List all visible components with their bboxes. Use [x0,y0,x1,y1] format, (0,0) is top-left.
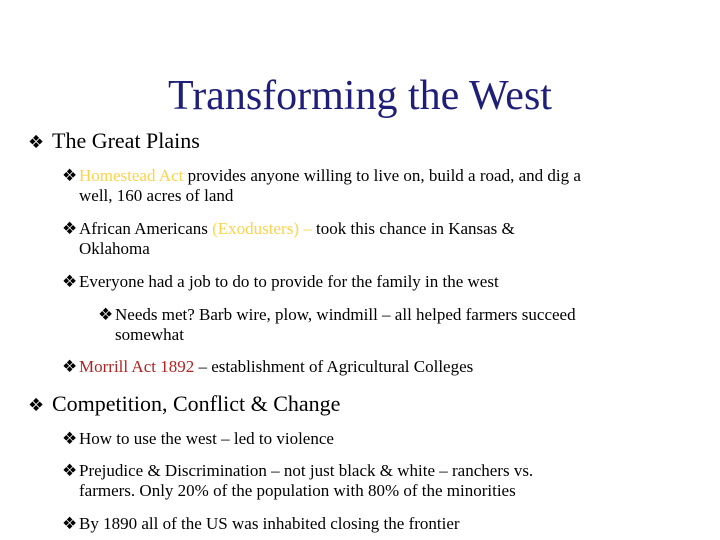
diamond-bullet-icon: ❖ [62,219,78,239]
item-text: took this chance in Kansas & [311,219,515,238]
item-text: Everyone had a job to do to provide for the family in the west [79,272,499,291]
item-text-continued: somewhat [115,325,184,344]
item-prefix: African Americans [79,219,213,238]
highlight-text: (Exodusters) – [212,219,312,238]
list-item-needs-met [98,305,698,345]
highlight-text: Morrill Act 1892 [79,357,195,376]
section-heading-competition [28,391,340,419]
diamond-bullet-icon: ❖ [62,461,78,481]
diamond-bullet-icon: ❖ [28,395,45,416]
item-text-continued: farmers. Only 20% of the population with 80% of the minorities [79,481,516,500]
diamond-bullet-icon: ❖ [62,357,78,377]
item-text: Needs met? Barb wire, plow, windmill – all helped farmers succeed [115,305,576,324]
section-heading-great-plains [28,128,200,156]
item-text: Prejudice & Discrimination – not just black & white – ranchers vs. [79,461,534,480]
heading-text: Competition, Conflict & Change [52,391,341,416]
list-item-exodusters [62,219,702,259]
list-item-frontier [62,514,702,534]
item-text-continued: well, 160 acres of land [79,186,234,205]
list-item-everyone-job [62,272,702,292]
diamond-bullet-icon: ❖ [98,305,114,325]
list-item-violence [62,429,702,449]
diamond-bullet-icon: ❖ [62,166,78,186]
diamond-bullet-icon: ❖ [28,132,45,153]
list-item-prejudice [62,461,702,501]
item-text: How to use the west – led to violence [79,429,334,448]
highlight-text: Homestead Act [79,166,184,185]
diamond-bullet-icon: ❖ [62,514,78,534]
diamond-bullet-icon: ❖ [62,272,78,292]
item-text: – establishment of Agricultural Colleges [194,357,474,376]
diamond-bullet-icon: ❖ [62,429,78,449]
item-text: provides anyone willing to live on, build a road, and dig a [183,166,581,185]
list-item-homestead-act [62,166,702,206]
item-text: By 1890 all of the US was inhabited closing the frontier [79,514,460,533]
slide-title: Transforming the West [168,73,552,119]
item-text-continued: Oklahoma [79,239,150,258]
heading-text: The Great Plains [52,128,200,153]
list-item-morrill-act [62,357,702,377]
